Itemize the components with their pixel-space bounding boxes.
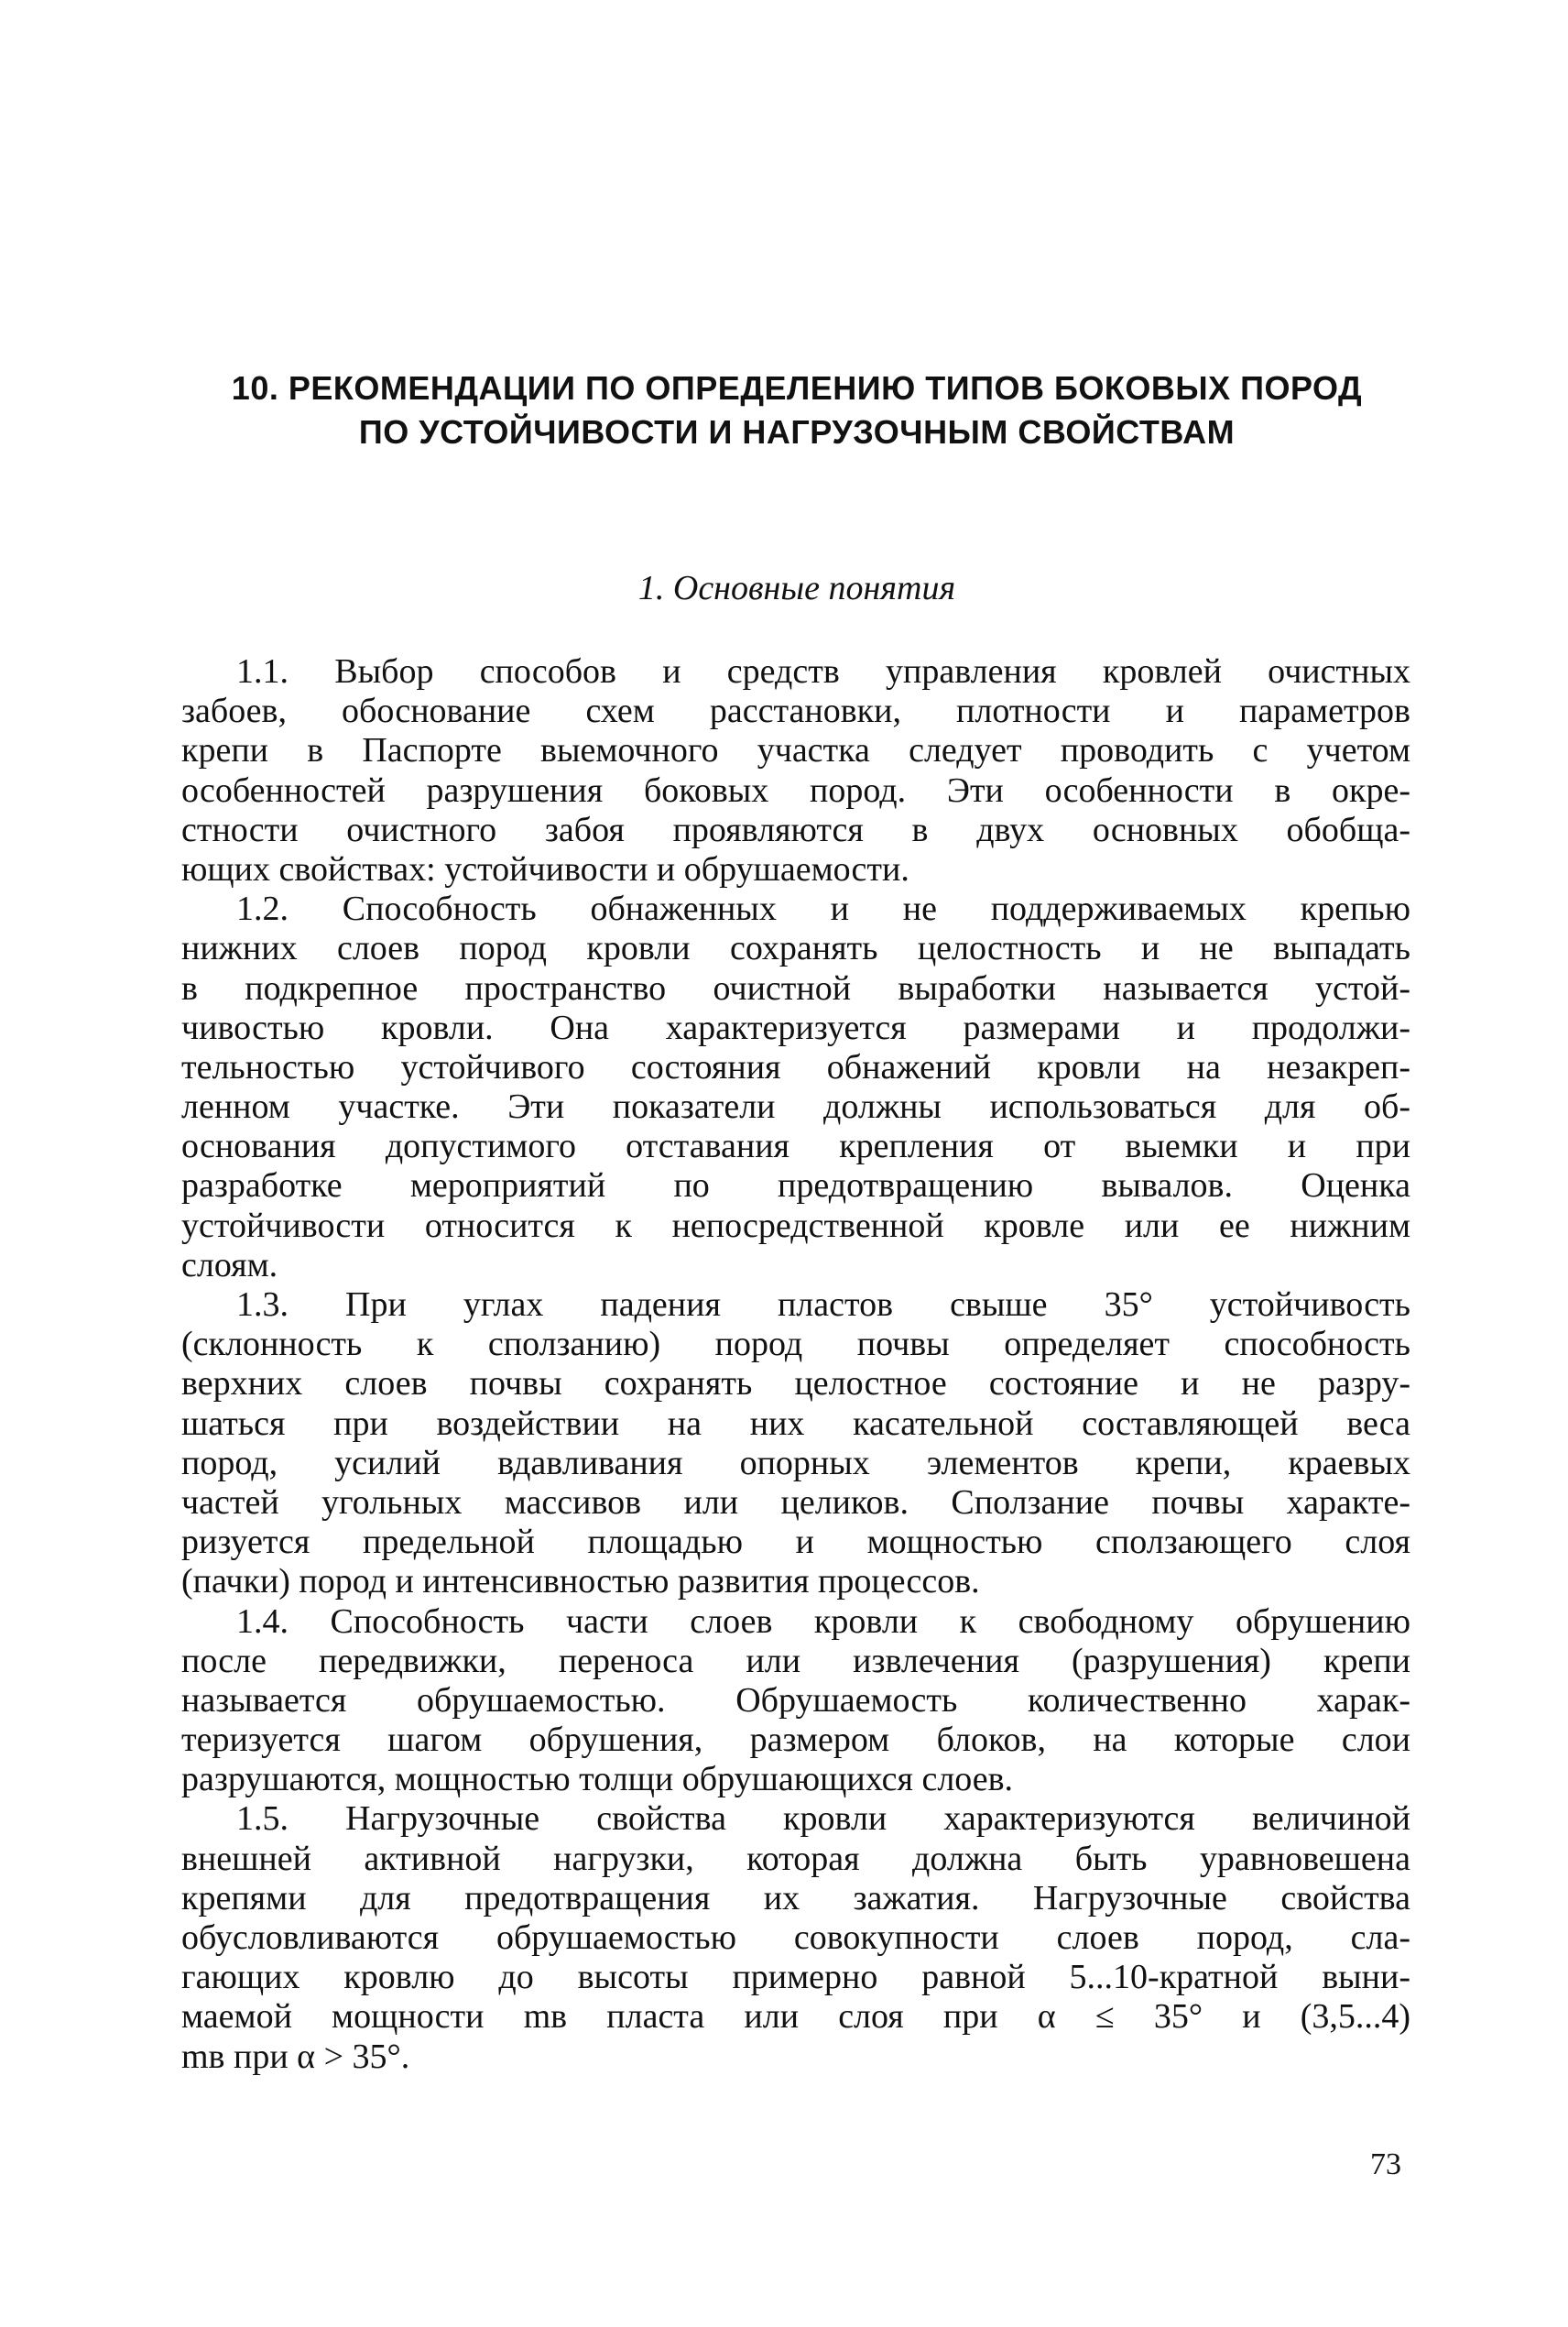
text-line: пород, усилий вдавливания опорных элементов крепи, краевых (181, 1443, 1410, 1482)
chapter-heading (183, 366, 1410, 454)
text-line: 1.2. Способность обнаженных и не поддерживаемых крепью (236, 890, 1410, 929)
text-line: чивостью кровли. Она характеризуется размерами и продолжи- (181, 1008, 1410, 1047)
text-line: крепями для предотвращения их зажатия. Нагрузочные свойства (181, 1878, 1410, 1917)
text-line: ющих свойствах: устойчивости и обрушаемости. (181, 849, 909, 889)
text-line: после передвижки, переноса или извлечения (разрушения) крепи (181, 1641, 1410, 1680)
text-line: нижних слоев пород кровли сохранять целостность и не выпадать (181, 929, 1410, 968)
text-line: маемой мощности mв пласта или слоя при α ≤ 35° и (3,5...4) (181, 1997, 1410, 2037)
text-line: обусловливаются обрушаемостью совокупности слоев пород, сла- (181, 1918, 1410, 1957)
text-line: особенностей разрушения боковых пород. Эти особенности в окре- (181, 770, 1410, 810)
text-line: гающих кровлю до высоты примерно равной 5...10-кратной выни- (181, 1958, 1410, 1997)
text-line: теризуется шагом обрушения, размером блоков, на которые слои (181, 1721, 1410, 1760)
text-line: слоям. (181, 1245, 278, 1284)
text-line: шаться при воздействии на них касательной составляющей веса (181, 1404, 1410, 1443)
text-line: в подкрепное пространство очистной выработки называется устой- (181, 968, 1410, 1008)
text-line: внешней активной нагрузки, которая должна быть уравновешена (181, 1839, 1410, 1878)
chapter-heading-line-2: ПО УСТОЙЧИВОСТИ И НАГРУЗОЧНЫМ СВОЙСТВАМ (358, 413, 1236, 451)
text-line: стности очистного забоя проявляются в двух основных обобща- (181, 810, 1410, 849)
text-line: забоев, обоснование схем расстановки, плотности и параметров (181, 692, 1410, 731)
text-line: тельностью устойчивого состояния обнажений кровли на незакреп- (181, 1047, 1410, 1087)
text-line: 1.5. Нагрузочные свойства кровли характеризуются величиной (236, 1799, 1410, 1839)
body-text (181, 652, 1410, 2077)
text-line: устойчивости относится к непосредственной кровле или ее нижним (181, 1206, 1410, 1245)
text-line: разработке мероприятий по предотвращению вывалов. Оценка (181, 1166, 1410, 1206)
text-line: ризуется предельной площадью и мощностью сползающего слоя (181, 1523, 1410, 1562)
section-title: 1. Основные понятия (637, 569, 956, 607)
text-line: ленном участке. Эти показатели должны использоваться для об- (181, 1087, 1410, 1127)
text-line: 1.4. Способность части слоев кровли к свободному обрушению (236, 1601, 1410, 1641)
text-line: разрушаются, мощностью толщи обрушающихся слоев. (181, 1760, 1014, 1799)
text-line: крепи в Паспорте выемочного участка следует проводить с учетом (181, 731, 1410, 770)
page-number: 73 (1370, 2147, 1401, 2181)
text-line: частей угольных массивов или целиков. Сползание почвы характе- (181, 1482, 1410, 1522)
chapter-heading-line-1: 10. РЕКОМЕНДАЦИИ ПО ОПРЕДЕЛЕНИЮ ТИПОВ БОКОВЫХ ПОРОД (231, 369, 1363, 407)
text-line: основания допустимого отставания крепления от выемки и при (181, 1127, 1410, 1166)
text-line: верхних слоев почвы сохранять целостное состояние и не разру- (181, 1364, 1410, 1404)
text-line: (склонность к сползанию) пород почвы определяет способность (181, 1325, 1410, 1364)
text-line: (пачки) пород и интенсивностью развития процессов. (181, 1562, 980, 1601)
text-line: называется обрушаемостью. Обрушаемость количественно харак- (181, 1680, 1410, 1720)
text-line: mв при α > 35°. (181, 2037, 410, 2076)
text-line: 1.1. Выбор способов и средств управления кровлей очистных (236, 652, 1410, 691)
text-line: 1.3. При углах падения пластов свыше 35° устойчивость (236, 1285, 1410, 1324)
